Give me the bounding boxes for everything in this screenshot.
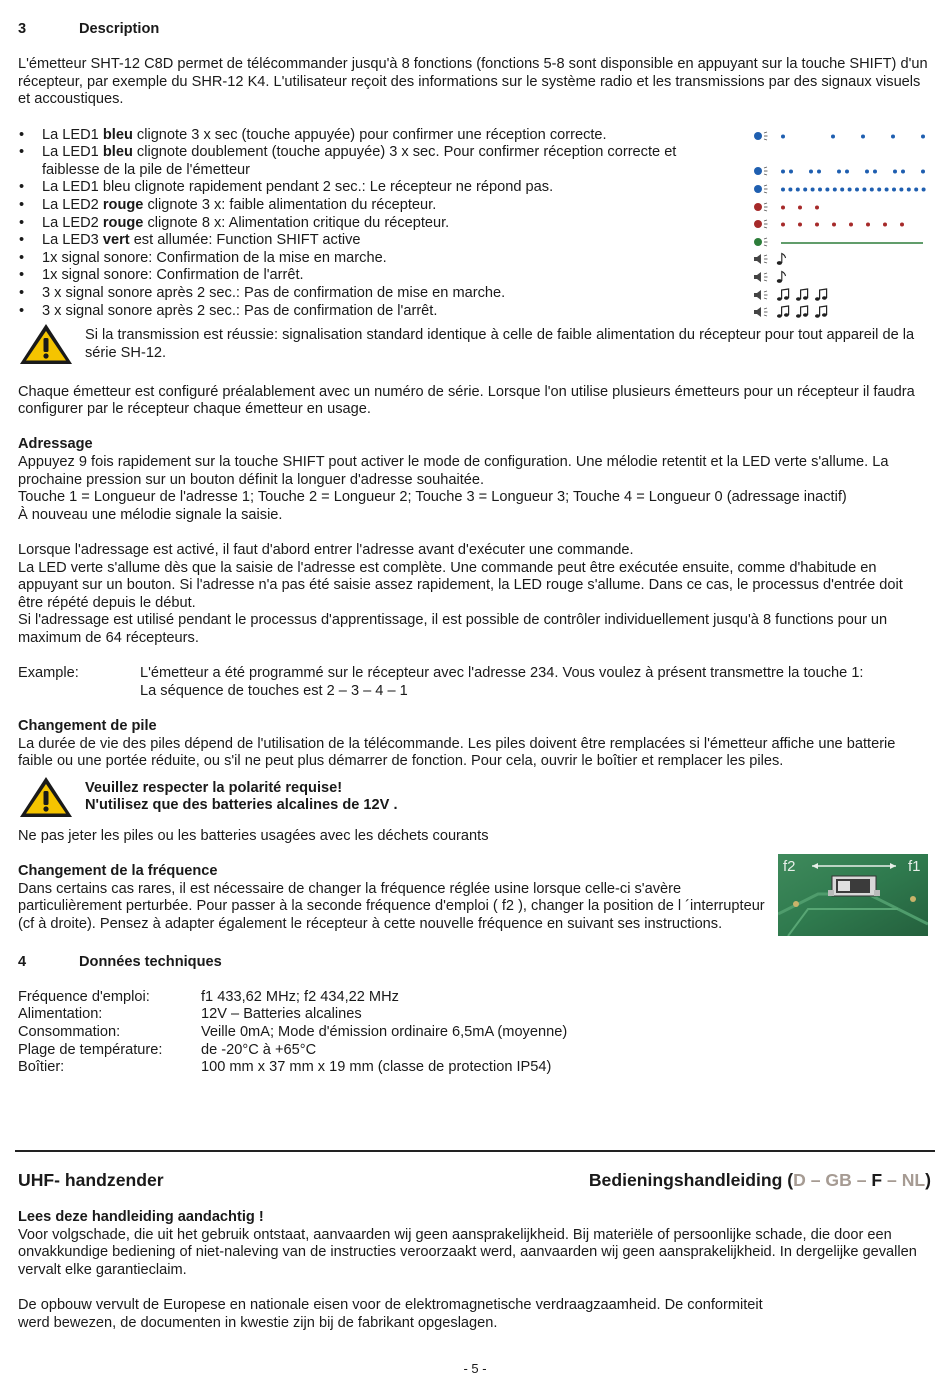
blink-dot <box>921 135 925 139</box>
signal-text: 1x signal sonore: Confirmation de la mise en marche. <box>42 249 387 266</box>
blink-dot <box>873 170 877 174</box>
blink-dot <box>840 187 844 191</box>
tech-key: Fréquence d'emploi: <box>18 988 150 1005</box>
signal-description <box>18 179 714 197</box>
switch-photo <box>778 854 928 936</box>
blink-dot <box>781 187 785 191</box>
signal-item <box>18 215 932 233</box>
polarity-line: Veuillez respecter la polarité requise! <box>85 779 343 796</box>
example-block <box>18 665 932 700</box>
signal-text: 3 x signal sonore après 2 sec.: Pas de confirmation de l'arrêt. <box>42 302 438 319</box>
tech-row <box>18 1042 932 1060</box>
signal-text: rouge <box>102 196 144 213</box>
blink-dot <box>817 170 821 174</box>
section-4-heading <box>18 954 932 972</box>
signal-description <box>18 303 714 321</box>
speaker-icon <box>754 272 761 282</box>
tech-value: 100 mm x 37 mm x 19 mm (classe de protection IP54) <box>201 1059 552 1076</box>
example-label: Example: <box>18 665 79 682</box>
signal-text: rouge <box>102 214 144 231</box>
lang-gb: GB <box>825 1170 852 1190</box>
tech-row <box>18 1024 932 1042</box>
blink-dot <box>781 135 785 139</box>
blink-dot <box>862 187 866 191</box>
signal-text: La LED2 <box>42 196 103 213</box>
blink-dot <box>781 223 785 227</box>
blink-dot <box>877 187 881 191</box>
blink-dot <box>870 187 874 191</box>
lang-dash: – <box>851 1170 872 1190</box>
blink-dot <box>809 170 813 174</box>
frequency-block <box>18 857 932 936</box>
blink-dot <box>798 223 802 227</box>
beamed-note-icon <box>815 289 827 301</box>
blink-dot <box>907 187 911 191</box>
tech-table <box>18 989 932 1077</box>
blink-dot <box>900 223 904 227</box>
blink-dot <box>818 187 822 191</box>
tech-key: Alimentation: <box>18 1006 103 1023</box>
signal-item <box>18 232 932 250</box>
signal-indicator <box>753 129 933 143</box>
tech-value: de -20°C à +65°C <box>201 1041 317 1058</box>
speaker-icon <box>754 254 761 264</box>
blink-dot <box>885 187 889 191</box>
photo-label: f2 <box>783 857 796 875</box>
polarity-line: N'utilisez que des batteries alcalines de 12V . <box>85 797 398 814</box>
manual-languages <box>589 1169 931 1191</box>
tech-value: f1 433,62 MHz; f2 434,22 MHz <box>201 988 399 1005</box>
lang-f: F <box>871 1170 883 1190</box>
blink-dot <box>891 135 895 139</box>
led-icon <box>754 185 762 193</box>
signal-description <box>18 250 714 268</box>
signal-text: clignote 8 x: Alimentation critique du récepteur. <box>143 214 450 231</box>
blink-dot <box>861 135 865 139</box>
section-number: 3 <box>18 21 27 37</box>
example-line: L'émetteur a été programmé sur le récepteur avec l'adresse 234. Vous voulez à présent transmettre la touche 1: <box>140 665 864 682</box>
warning-block <box>18 327 932 366</box>
blink-dot <box>845 170 849 174</box>
signal-text: La LED2 <box>42 214 103 231</box>
section-3-heading <box>18 21 932 39</box>
lang-dash: – <box>805 1170 826 1190</box>
product-title: UHF- handzender <box>18 1170 164 1190</box>
led-icon <box>754 132 762 140</box>
adressage-p2: Touche 1 = Longueur de l'adresse 1; Touche 2 = Longueur 2; Touche 3 = Longueur 3; Touche 4 = Longueur 0 (adressage inactif) <box>18 489 847 506</box>
signal-description <box>18 267 714 285</box>
blink-dot <box>893 170 897 174</box>
nl-paragraph: werd bewezen, de documenten in kwestie zijn bij de fabrikant opgeslagen. <box>18 1314 498 1331</box>
dutch-section <box>18 1209 932 1332</box>
note-icon <box>777 271 786 282</box>
dutch-header <box>18 1169 931 1191</box>
dispose-text: Ne pas jeter les piles ou les batteries usagées avec les déchets courants <box>18 827 489 844</box>
signal-description <box>18 285 714 303</box>
blink-dot <box>815 205 819 209</box>
signal-item <box>18 285 932 303</box>
adressage-p6: Si l'adressage est utilisé pendant le processus d'apprentissage, il est possible de contrôler individuellement jusqu'à 8 functions pour un maximum de 64 récepteurs. <box>18 612 888 646</box>
nl-title: Lees deze handleiding aandachtig ! <box>18 1209 264 1225</box>
tech-row <box>18 989 932 1007</box>
tech-key: Plage de température: <box>18 1041 163 1058</box>
blink-dot <box>855 187 859 191</box>
signal-indicator <box>753 252 933 266</box>
signal-text: La LED1 <box>42 126 103 143</box>
blink-dot <box>803 187 807 191</box>
signal-text: vert <box>102 232 130 249</box>
blink-dot <box>815 223 819 227</box>
polarity-warning <box>18 780 932 819</box>
config-paragraph: Chaque émetteur est configuré préalablement avec un numéro de série. Lorsque l'on utilise plusieurs émetteurs pour un récepteur il faudra configurer par le récepteur chaque émetteur en usage. <box>18 383 915 418</box>
speaker-icon <box>754 307 761 317</box>
signal-item <box>18 144 932 179</box>
adressage-p4: Lorsque l'adressage est activé, il faut d'abord entrer l'adresse avant d'exécuter une commande. <box>18 542 634 559</box>
blink-dot <box>865 170 869 174</box>
french-section <box>18 21 932 1077</box>
beamed-note-icon <box>815 306 827 318</box>
section-title: Données techniques <box>79 953 222 970</box>
example-line: La séquence de touches est 2 – 3 – 4 – 1 <box>140 682 408 699</box>
blink-dot <box>831 135 835 139</box>
manual-title-end: ) <box>925 1170 931 1190</box>
blink-dot <box>849 223 853 227</box>
tech-value: 12V – Batteries alcalines <box>201 1006 362 1023</box>
page-number: - 5 - <box>463 1361 487 1376</box>
beamed-note-icon <box>777 289 789 301</box>
blink-dot <box>921 170 925 174</box>
frequency-title: Changement de la fréquence <box>18 862 218 879</box>
signal-indicator <box>753 235 933 249</box>
divider <box>15 1150 935 1152</box>
blink-dot <box>922 187 926 191</box>
signal-text: La LED1 bleu clignote rapidement pendant 2 sec.: Le récepteur ne répond pas. <box>42 179 554 196</box>
signal-text: est allumée: Function SHIFT active <box>129 232 361 249</box>
signal-text: La LED1 <box>42 144 103 161</box>
tech-row <box>18 1059 932 1077</box>
signal-text: clignote 3 x sec (touche appuyée) pour confirmer une réception correcte. <box>132 126 607 143</box>
lang-dash: – <box>882 1170 902 1190</box>
lang-d: D <box>793 1170 806 1190</box>
signal-text: La LED3 <box>42 232 103 249</box>
led-icon <box>754 167 762 175</box>
adressage-p5: La LED verte s'allume dès que la saisie de l'adresse est complète. Une commande peut être exécutée ensuite, comme d'habitude en appuyant sur un bouton. Si l'adresse n'a pas été saisie assez rapidement, la LED rouge s'allume. Dans ce cas, le processus d'entrée doit être répété depuis le début. <box>18 559 903 611</box>
blink-dot <box>883 223 887 227</box>
signal-description <box>18 197 714 215</box>
tech-key: Boîtier: <box>18 1059 65 1076</box>
blink-dot <box>796 187 800 191</box>
signal-indicator <box>753 182 933 196</box>
tech-value: Veille 0mA; Mode d'émission ordinaire 6,5mA (moyenne) <box>201 1023 568 1040</box>
adressage-p3: À nouveau une mélodie signale la saisie. <box>18 506 283 523</box>
blink-dot <box>781 205 785 209</box>
signal-item <box>18 303 932 321</box>
led-icon <box>754 203 762 211</box>
signal-list <box>18 127 932 321</box>
signal-indicator <box>753 288 933 302</box>
tech-row <box>18 1006 932 1024</box>
signal-item <box>18 197 932 215</box>
signal-text: 1x signal sonore: Confirmation de l'arrêt. <box>42 267 304 284</box>
blink-dot <box>892 187 896 191</box>
section-number: 4 <box>18 953 27 970</box>
speaker-icon <box>754 290 761 300</box>
adressage-p1: Appuyez 9 fois rapidement sur la touche SHIFT pout activer le mode de configuration. Une mélodie retentit et la LED verte s'allume. La prochaine pression sur un bouton définit la longuer d'adresse souhaitée. <box>18 454 889 488</box>
tech-key: Consommation: <box>18 1023 121 1040</box>
signal-text: clignote 3 x: faible alimentation du récepteur. <box>143 196 437 213</box>
nl-paragraph: Voor volgschade, die uit het gebruik ontstaat, aanvaarden wij geen aansprakelijkheid. Bij materiële of persoonlijke schade, die door een onvakkundige bediening of niet-naleving van de instructies veroorzaakt werd, aanvaarden wij geen aansprakelijkheid. In dergelijke gevallen vervalt elke garantieclaim. <box>18 1226 917 1278</box>
beamed-note-icon <box>777 306 789 318</box>
signal-indicator <box>753 305 933 319</box>
blink-dot <box>788 187 792 191</box>
signal-description <box>18 232 714 250</box>
signal-item <box>18 267 932 285</box>
lang-nl: NL <box>901 1170 926 1190</box>
signal-description <box>18 144 714 179</box>
blink-dot <box>833 187 837 191</box>
photo-label: f1 <box>908 857 921 875</box>
blink-dot <box>866 223 870 227</box>
signal-indicator <box>753 217 933 231</box>
led-icon <box>754 238 762 246</box>
blink-dot <box>832 223 836 227</box>
warning-icon <box>18 322 74 366</box>
frequency-text: Dans certains cas rares, il est nécessaire de changer la fréquence réglée usine lorsque celle-ci s'avère particulièrement perturbée. Pour passer à la seconde fréquence d'emploi ( f2 ), changer la position de l ´interrupteur (cf à droite). Pensez à adapter également le récepteur à cette nouvelle fréquence en suivant ses instructions. <box>18 880 765 932</box>
signal-item <box>18 127 932 145</box>
adressage-title: Adressage <box>18 436 93 453</box>
blink-dot <box>901 170 905 174</box>
signal-description <box>18 215 714 233</box>
note-icon <box>777 254 786 265</box>
blink-dot <box>848 187 852 191</box>
signal-text: bleu <box>102 126 133 143</box>
beamed-note-icon <box>796 289 808 301</box>
signal-item <box>18 250 932 268</box>
beamed-note-icon <box>796 306 808 318</box>
blink-dot <box>837 170 841 174</box>
signal-indicator <box>753 164 933 178</box>
signal-text: clignote doublement (touche appuyée) 3 x sec. Pour confirmer réception correcte et faiblesse de la pile de l'émetteur <box>42 144 677 178</box>
blink-dot <box>798 205 802 209</box>
blink-dot <box>811 187 815 191</box>
blink-dot <box>899 187 903 191</box>
signal-item <box>18 179 932 197</box>
signal-indicator <box>753 200 933 214</box>
nl-paragraph: De opbouw vervult de Europese en nationale eisen voor de elektromagnetische verdraagzaamheid. De conformiteit <box>18 1296 763 1313</box>
signal-text: 3 x signal sonore après 2 sec.: Pas de confirmation de mise en marche. <box>42 284 506 301</box>
manual-title: Bedieningshandleiding ( <box>588 1170 794 1190</box>
blink-dot <box>825 187 829 191</box>
pile-title: Changement de pile <box>18 717 157 734</box>
blink-dot <box>914 187 918 191</box>
led-icon <box>754 220 762 228</box>
signal-indicator <box>753 270 933 284</box>
signal-description <box>18 127 714 145</box>
warning-text: Si la transmission est réussie: signalisation standard identique à celle de faible alimentation du récepteur pour tout appareil de la série SH-12. <box>85 327 915 361</box>
section-title: Description <box>79 21 160 37</box>
pile-text: La durée de vie des piles dépend de l'utilisation de la télécommande. Les piles doivent être remplacées si l'émetteur affiche une batterie faible ou une portée réduite, ou s'il ne peut plus démarrer de fonction. Pour cela, ouvrir le boîtier et remplacer les piles. <box>18 735 896 770</box>
intro-paragraph: L'émetteur SHT-12 C8D permet de télécommander jusqu'à 8 fonctions (fonctions 5-8 sont disponsible en appuyant sur la touche SHIFT) d'un récepteur, par exemple du SHR-12 K4. L'utilisateur reçoit des informations sur le système radio et les transmissions par des signaux visuels et accoustiques. <box>18 56 928 108</box>
blink-dot <box>789 170 793 174</box>
warning-icon <box>18 775 74 819</box>
signal-text: bleu <box>102 144 133 161</box>
blink-dot <box>781 170 785 174</box>
